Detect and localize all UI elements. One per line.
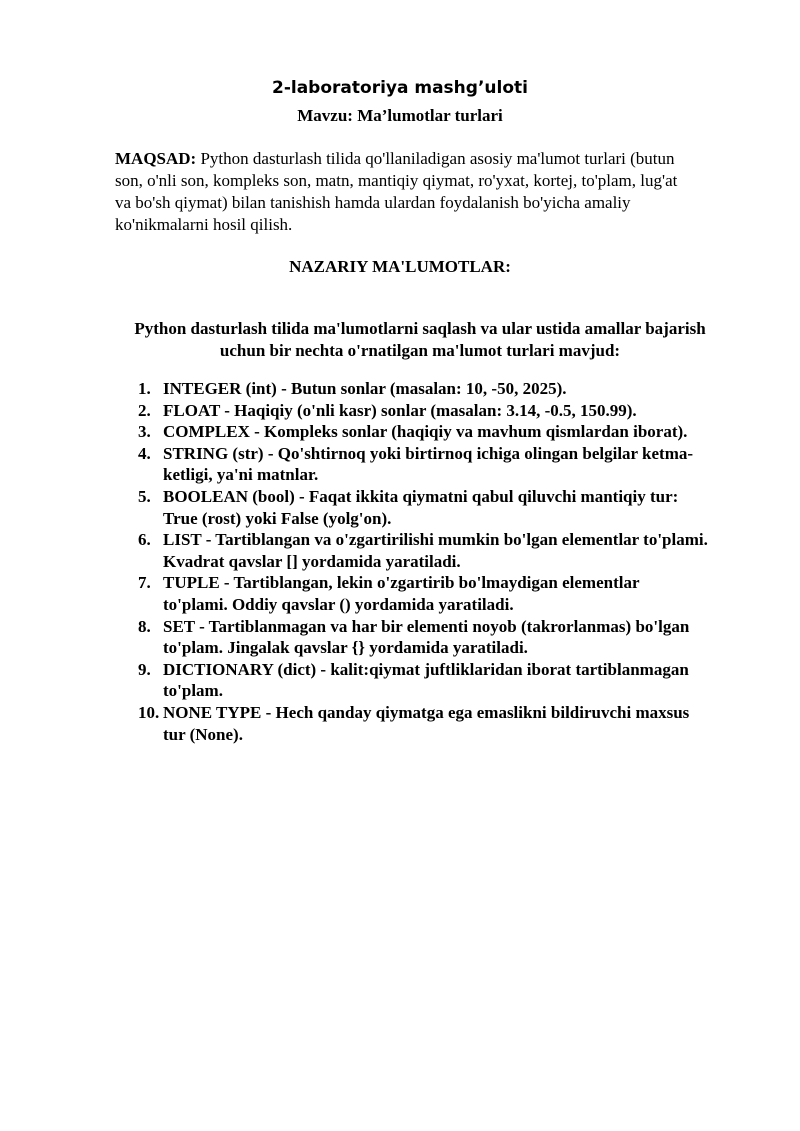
list-item-text: LIST - Tartiblangan va o'zgartirilishi mumkin bo'lgan elementlar to'plami. Kvadrat qavslar [] yordamida yaratiladi. (163, 530, 708, 571)
goal-text: Python dasturlash tilida qo'llaniladigan asosiy ma'lumot turlari (butun son, o'nli son, kompleks son, matn, mantiqiy qiymat, ro'yxat, kortej, to'plam, lug'at va bo'sh qiymat) bilan tanishish hamda ulardan foydalanish bo'yicha amaliy ko'nikmalarni hosil qilish. (115, 149, 678, 234)
list-item (138, 616, 708, 659)
list-item (138, 572, 708, 615)
section-heading: NAZARIY MA'LUMOTLAR: (289, 257, 511, 276)
list-item-text: FLOAT - Haqiqiy (o'nli kasr) sonlar (masalan: 3.14, -0.5, 150.99). (163, 400, 637, 420)
list-item-number: 8. (138, 616, 151, 636)
intro-paragraph: Python dasturlash tilida ma'lumotlarni saqlash va ular ustida amallar bajarish uchun bir nechta o'rnatilgan ma'lumot turlari mavjud: (134, 319, 706, 360)
list-item-text: INTEGER (int) - Butun sonlar (masalan: 10, -50, 2025). (163, 379, 567, 398)
list-item-text: NONE TYPE - Hech qanday qiymatga ega emaslikni bildiruvchi maxsus tur (None). (163, 702, 690, 744)
list-item (138, 400, 708, 422)
list-item-number: 7. (138, 573, 151, 593)
list-item-number: 6. (138, 530, 151, 550)
list-item-number: 10. (138, 702, 160, 722)
list-item (138, 486, 708, 529)
list-item-text: DICTIONARY (dict) - kalit:qiymat juftliklaridan iborat tartiblanmagan to'plam. (163, 659, 689, 701)
list-item (138, 529, 708, 572)
list-item (138, 378, 708, 400)
goal-paragraph (115, 148, 695, 236)
data-types-list (138, 378, 708, 745)
list-item (138, 421, 708, 443)
list-item (138, 659, 708, 702)
list-item-text: STRING (str) - Qo'shtirnoq yoki birtirnoq ichiga olingan belgilar ketma-ketligi, ya'ni matnlar. (163, 443, 694, 485)
goal-label: MAQSAD: (115, 149, 197, 168)
document-subtitle: Mavzu: Ma’lumotlar turlari (297, 106, 503, 125)
list-item-number: 9. (138, 659, 151, 679)
list-item-number: 4. (138, 443, 151, 463)
list-item-number: 5. (138, 486, 151, 506)
list-item-text: COMPLEX - Kompleks sonlar (haqiqiy va mavhum qismlardan iborat). (163, 422, 688, 442)
list-item-number: 3. (138, 422, 151, 442)
list-item (138, 443, 708, 486)
list-item-text: SET - Tartiblanmagan va har bir elementi noyob (takrorlanmas) bo'lgan to'plam. Jingalak qavslar {} yordamida yaratiladi. (163, 616, 690, 658)
list-item-text: BOOLEAN (bool) - Faqat ikkita qiymatni qabul qiluvchi mantiqiy tur: True (rost) yoki False (yolg'on). (163, 486, 679, 528)
list-item (138, 702, 708, 745)
document-title: 2-laboratoriya mashg’uloti (272, 78, 528, 98)
list-item-number: 1. (138, 379, 151, 398)
list-item-text: TUPLE - Tartiblangan, lekin o'zgartirib bo'lmaydigan elementlar to'plami. Oddiy qavslar () yordamida yaratiladi. (163, 573, 640, 614)
list-item-number: 2. (138, 400, 151, 420)
